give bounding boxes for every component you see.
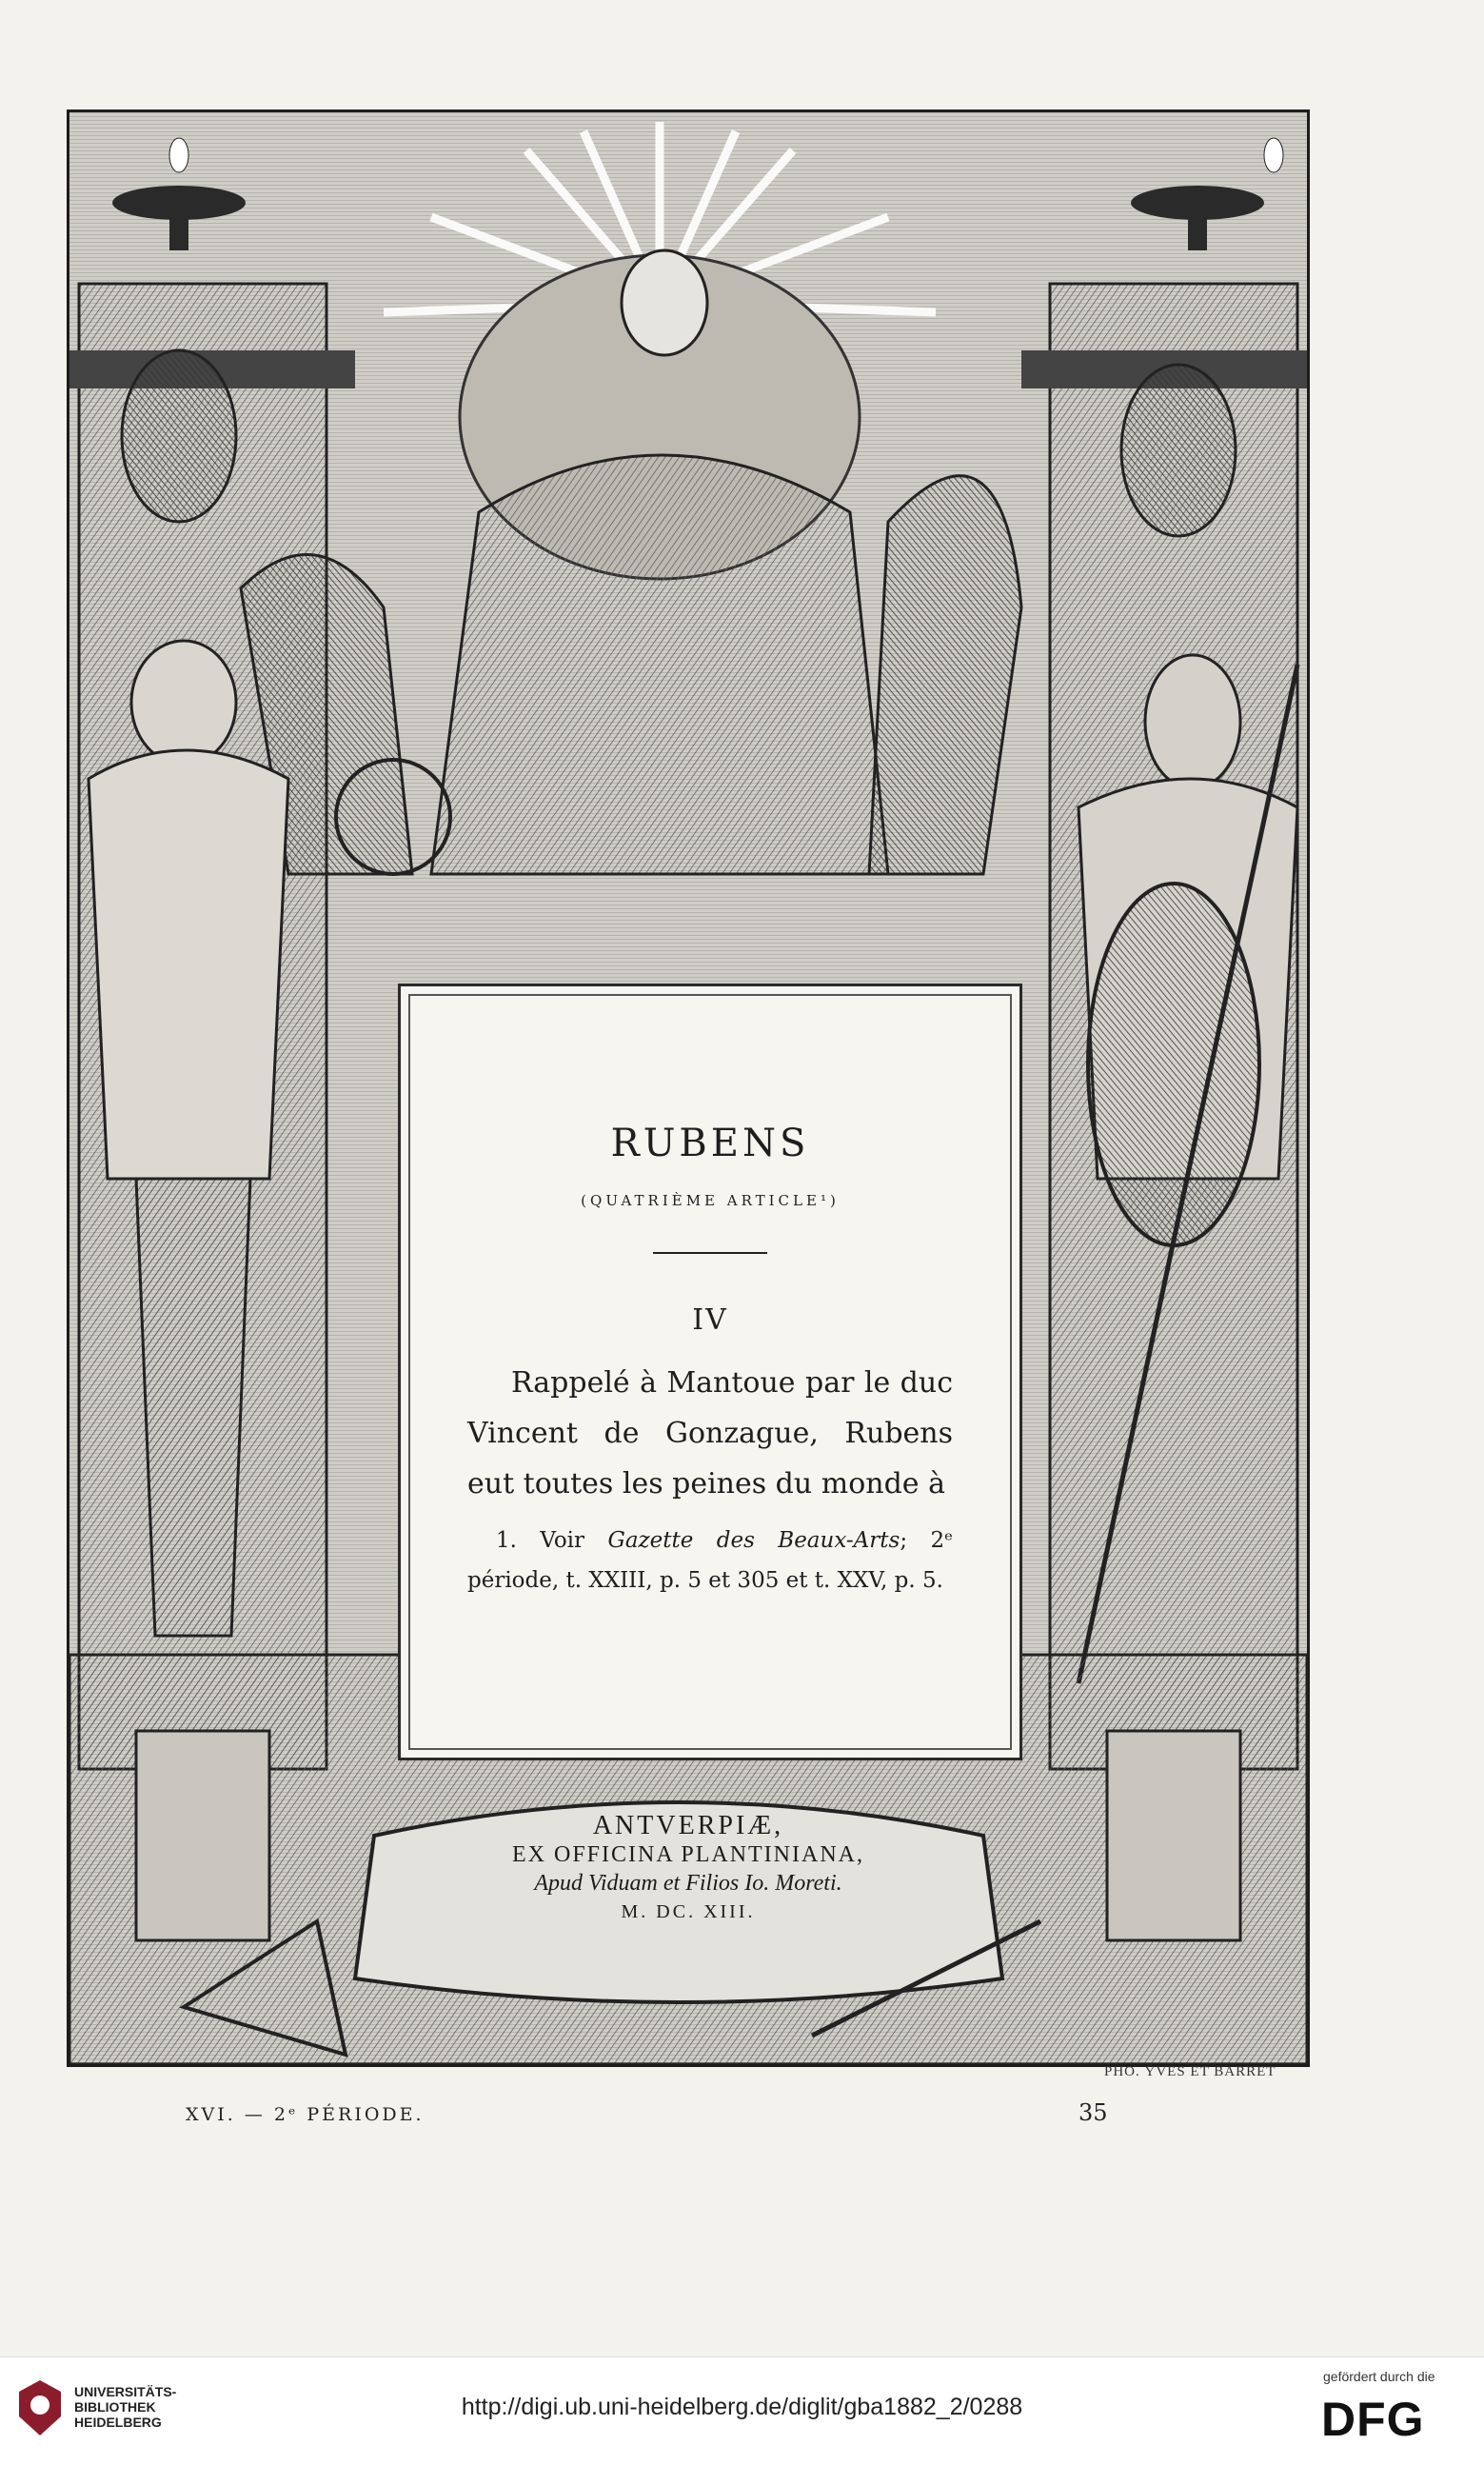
central-figure: [431, 250, 888, 874]
frontispiece-engraving: [67, 109, 1310, 2067]
body-paragraph: Rappelé à Mantoue par le duc Vincent de Gonzague, Rubens eut toutes les peines du monde à: [467, 1366, 953, 1501]
text-tablet: [398, 984, 1022, 1760]
cartouche-inscription: [422, 1812, 955, 1926]
permalink-url[interactable]: http://digi.ub.uni-heidelberg.de/diglit/gba1882_2/0288: [461, 2394, 1023, 2420]
shield-with-medusa: [1088, 884, 1259, 1245]
page-number: 35: [1078, 2099, 1108, 2126]
divider: [653, 1252, 767, 1254]
dfg-logo[interactable]: DFG: [1321, 2393, 1425, 2446]
article-title: RUBENS: [610, 1122, 810, 1165]
article-subtitle: (QUATRIÈME ARTICLE¹): [581, 1192, 840, 1209]
footnote-journal: Gazette des Beaux-Arts: [607, 1528, 900, 1553]
institution-line-1: UNIVERSITÄTS-: [74, 2384, 177, 2399]
section-number: IV: [692, 1303, 728, 1337]
viewer-footer-bar: [0, 2356, 1484, 2465]
footnote-rest: ; 2ᵉ période, t. XXIII, p. 5 et 305 et t. XXV, p. 5.: [467, 1528, 954, 1593]
inscription-line-1: ANTVERPIÆ,: [592, 1811, 784, 1840]
volume-label: XVI. — 2ᵉ PÉRIODE.: [186, 2104, 425, 2125]
institution-line-2: BIBLIOTHEK: [74, 2399, 156, 2415]
engraver-credit: PHO. ȲVES ET BARRET: [1104, 2064, 1276, 2079]
institution-line-3: HEIDELBERG: [74, 2415, 162, 2430]
footnote: [467, 1521, 953, 1600]
sponsor-text: gefördert durch die: [1323, 2369, 1435, 2384]
inscription-line-2: EX OFFICINA PLANTINIANA,: [512, 1842, 864, 1867]
inscription-line-4: M. DC. XIII.: [621, 1901, 756, 1922]
footnote-prefix: 1. Voir: [496, 1528, 585, 1553]
inscription-line-3: Apud Viduam et Filios Io. Moreti.: [534, 1871, 842, 1896]
